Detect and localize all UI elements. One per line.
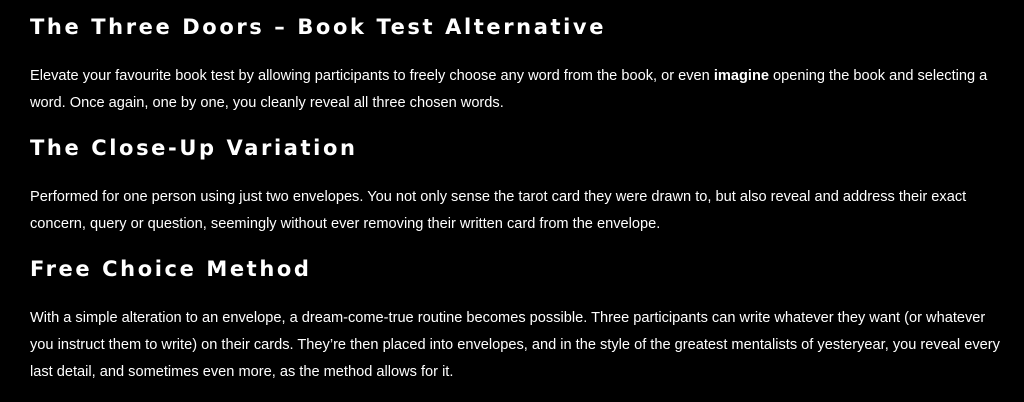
body-text: Elevate your favourite book test by allowing participants to freely choose any word from the book, or even bbox=[30, 68, 714, 84]
body-text: opening the book and selecting a word. Once again, one by one, you cleanly reveal all three chosen words. bbox=[30, 68, 988, 111]
section-heading-three-doors: The Three Doors – Book Test Alternative bbox=[30, 15, 607, 39]
section-heading-free-choice: Free Choice Method bbox=[30, 257, 312, 281]
section-body-free-choice: With a simple alteration to an envelope, a dream-come-true routine becomes possible. Three participants can write whatever they want (or whatever you instruct them to write) on their cards. They’re then placed into envelopes, and in the style of the greatest mentalists of yesteryear, you reveal every last detail, and sometimes even more, as the method allows for it. bbox=[30, 310, 1000, 380]
section-body-close-up: Performed for one person using just two envelopes. You not only sense the tarot card they were drawn to, but also reveal and address their exact concern, query or question, seemingly without ever removing their written card from the envelope. bbox=[30, 189, 967, 232]
emphasis-text: imagine bbox=[713, 68, 769, 84]
section-body-three-doors bbox=[30, 63, 1005, 117]
section-heading-close-up: The Close-Up Variation bbox=[30, 136, 358, 160]
